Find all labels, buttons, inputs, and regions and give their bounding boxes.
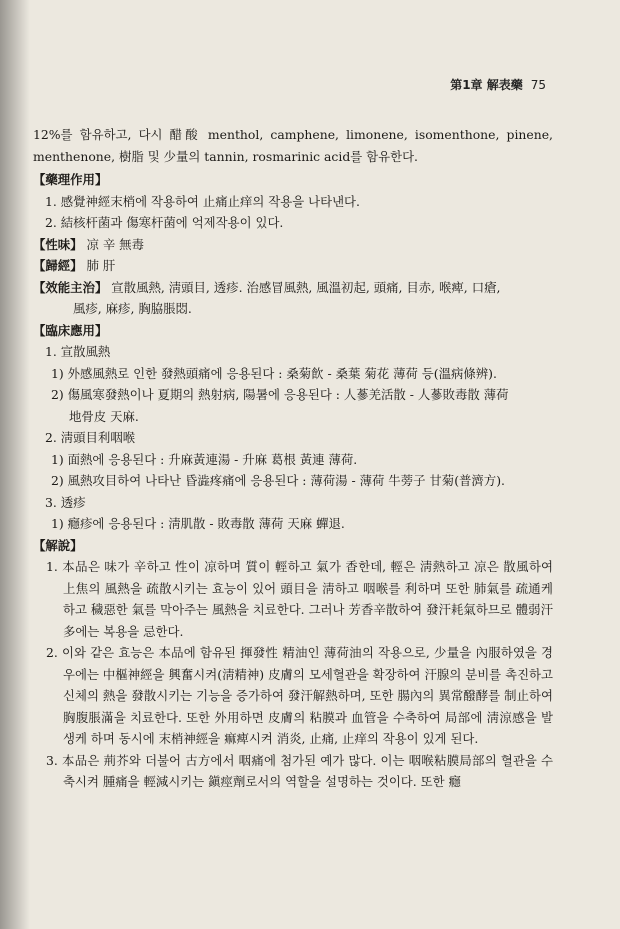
clinical-item: 1) 面熱에 응용된다 : 升麻黃連湯 - 升麻 葛根 黃連 薄荷. (51, 451, 358, 467)
clinical-group-title: 2. 淸頭目利咽喉 (45, 430, 136, 445)
efficacy-row (33, 277, 553, 299)
nature-value: 凉 辛 無毒 (86, 236, 144, 252)
page-number: 75 (530, 78, 546, 92)
chapter-title: 第1章 解表藥 (450, 78, 523, 92)
efficacy-label: 【效能主治】 (33, 279, 108, 295)
explanation-paragraph: 1. 本品은 味가 辛하고 性이 凉하며 質이 輕하고 氣가 香한데, 輕은 淸熱하고 凉은 散風하여 上焦의 風熱을 疏散시키는 효능이 있어 頭目을 淸하고 咽喉를 利하며 또한 肺氣를 疏通케 하고 穢惡한 氣를 막아주는 風熱을 치료한다. 그러나 芳香辛散하여 發汗耗氣하므로 體弱汗多에는 복용을 忌한다. (46, 559, 553, 639)
nature-label: 【性味】 (33, 236, 83, 252)
clinical-item-continuation: 地骨皮 天麻. (69, 408, 139, 424)
clinical-item: 2) 風熱攻目하여 나타난 昏澁疼痛에 응용된다 : 薄荷湯 - 薄荷 牛蒡子 甘菊(普濟方). (51, 473, 505, 488)
meridian-value: 肺 肝 (86, 258, 116, 273)
explanation-paragraph: 2. 이와 같은 효능은 本品에 함유된 揮發性 精油인 薄荷油의 작용으로, 少量을 內服하였을 경우에는 中樞神經을 興奮시켜(淸精神) 皮膚의 모세혈관을 확장하여 汗腺의 분비를 촉진하고 신체의 熱을 發散시키는 기능을 증가하여 發汗解熱하며, 또한 腸內의 異常醱酵를 制止하여 胸腹脹滿을 치료한다. 또한 外用하면 皮膚의 粘膜과 血管을 수축하여 局部에 淸涼感을 발생케 하며 동시에 末梢神經을 痲痺시켜 消炎, 止痛, 止痒의 작용이 있게 된다. (46, 645, 553, 746)
clinical-heading: 【臨床應用】 (33, 322, 108, 338)
explanation-paragraph: 3. 本品은 荊芥와 더불어 古方에서 咽痛에 첨가된 예가 많다. 이는 咽喉粘膜局部의 혈관을 수축시켜 腫痛을 輕減시키는 鎭痙劑로서의 역할을 설명하는 것이다. 또한 癮 (46, 752, 553, 789)
clinical-group-title: 3. 透疹 (45, 494, 86, 510)
meridian-label: 【歸經】 (33, 258, 83, 273)
page-body (33, 124, 553, 793)
clinical-item: 1) 外感風熱로 인한 發熱頭痛에 응용된다 : 桑菊飮 - 桑葉 菊花 薄荷 등(溫病條辨). (51, 365, 497, 381)
running-header (450, 76, 546, 93)
pharmacology-heading: 【藥理作用】 (33, 172, 108, 187)
efficacy-value: 宣散風熱, 淸頭目, 透疹. 治感冒風熱, 風溫初起, 頭痛, 目赤, 喉痺, 口瘡, (111, 279, 501, 295)
page-binding-shadow (0, 0, 30, 929)
nature-row (33, 234, 553, 256)
explanation-heading: 【解說】 (33, 537, 83, 553)
intro-paragraph: 12%를 함유하고, 다시 醋酸 menthol, camphene, limonene, isomenthone, pinene, menthenone, 樹脂 및 少量의 tannin, rosmarinic acid를 함유한다. (33, 127, 553, 164)
pharmacology-item: 2. 結核杆菌과 傷寒杆菌에 억제작용이 있다. (45, 215, 284, 230)
clinical-group-title: 1. 宣散風熱 (45, 344, 111, 359)
efficacy-continuation: 風疹, 麻疹, 胸脇脹悶. (73, 301, 192, 316)
clinical-item: 1) 癮疹에 응용된다 : 淸肌散 - 敗毒散 薄荷 天麻 蟬退. (51, 516, 345, 531)
meridian-row (33, 255, 553, 277)
pharmacology-item: 1. 感覺神經末梢에 작용하여 止痛止痒의 작용을 나타낸다. (45, 193, 360, 209)
clinical-item: 2) 傷風寒發熱이나 夏期의 熱射病, 陽暑에 응용된다 : 人蔘羌活散 - 人蔘敗毒散 薄荷 (51, 387, 509, 402)
